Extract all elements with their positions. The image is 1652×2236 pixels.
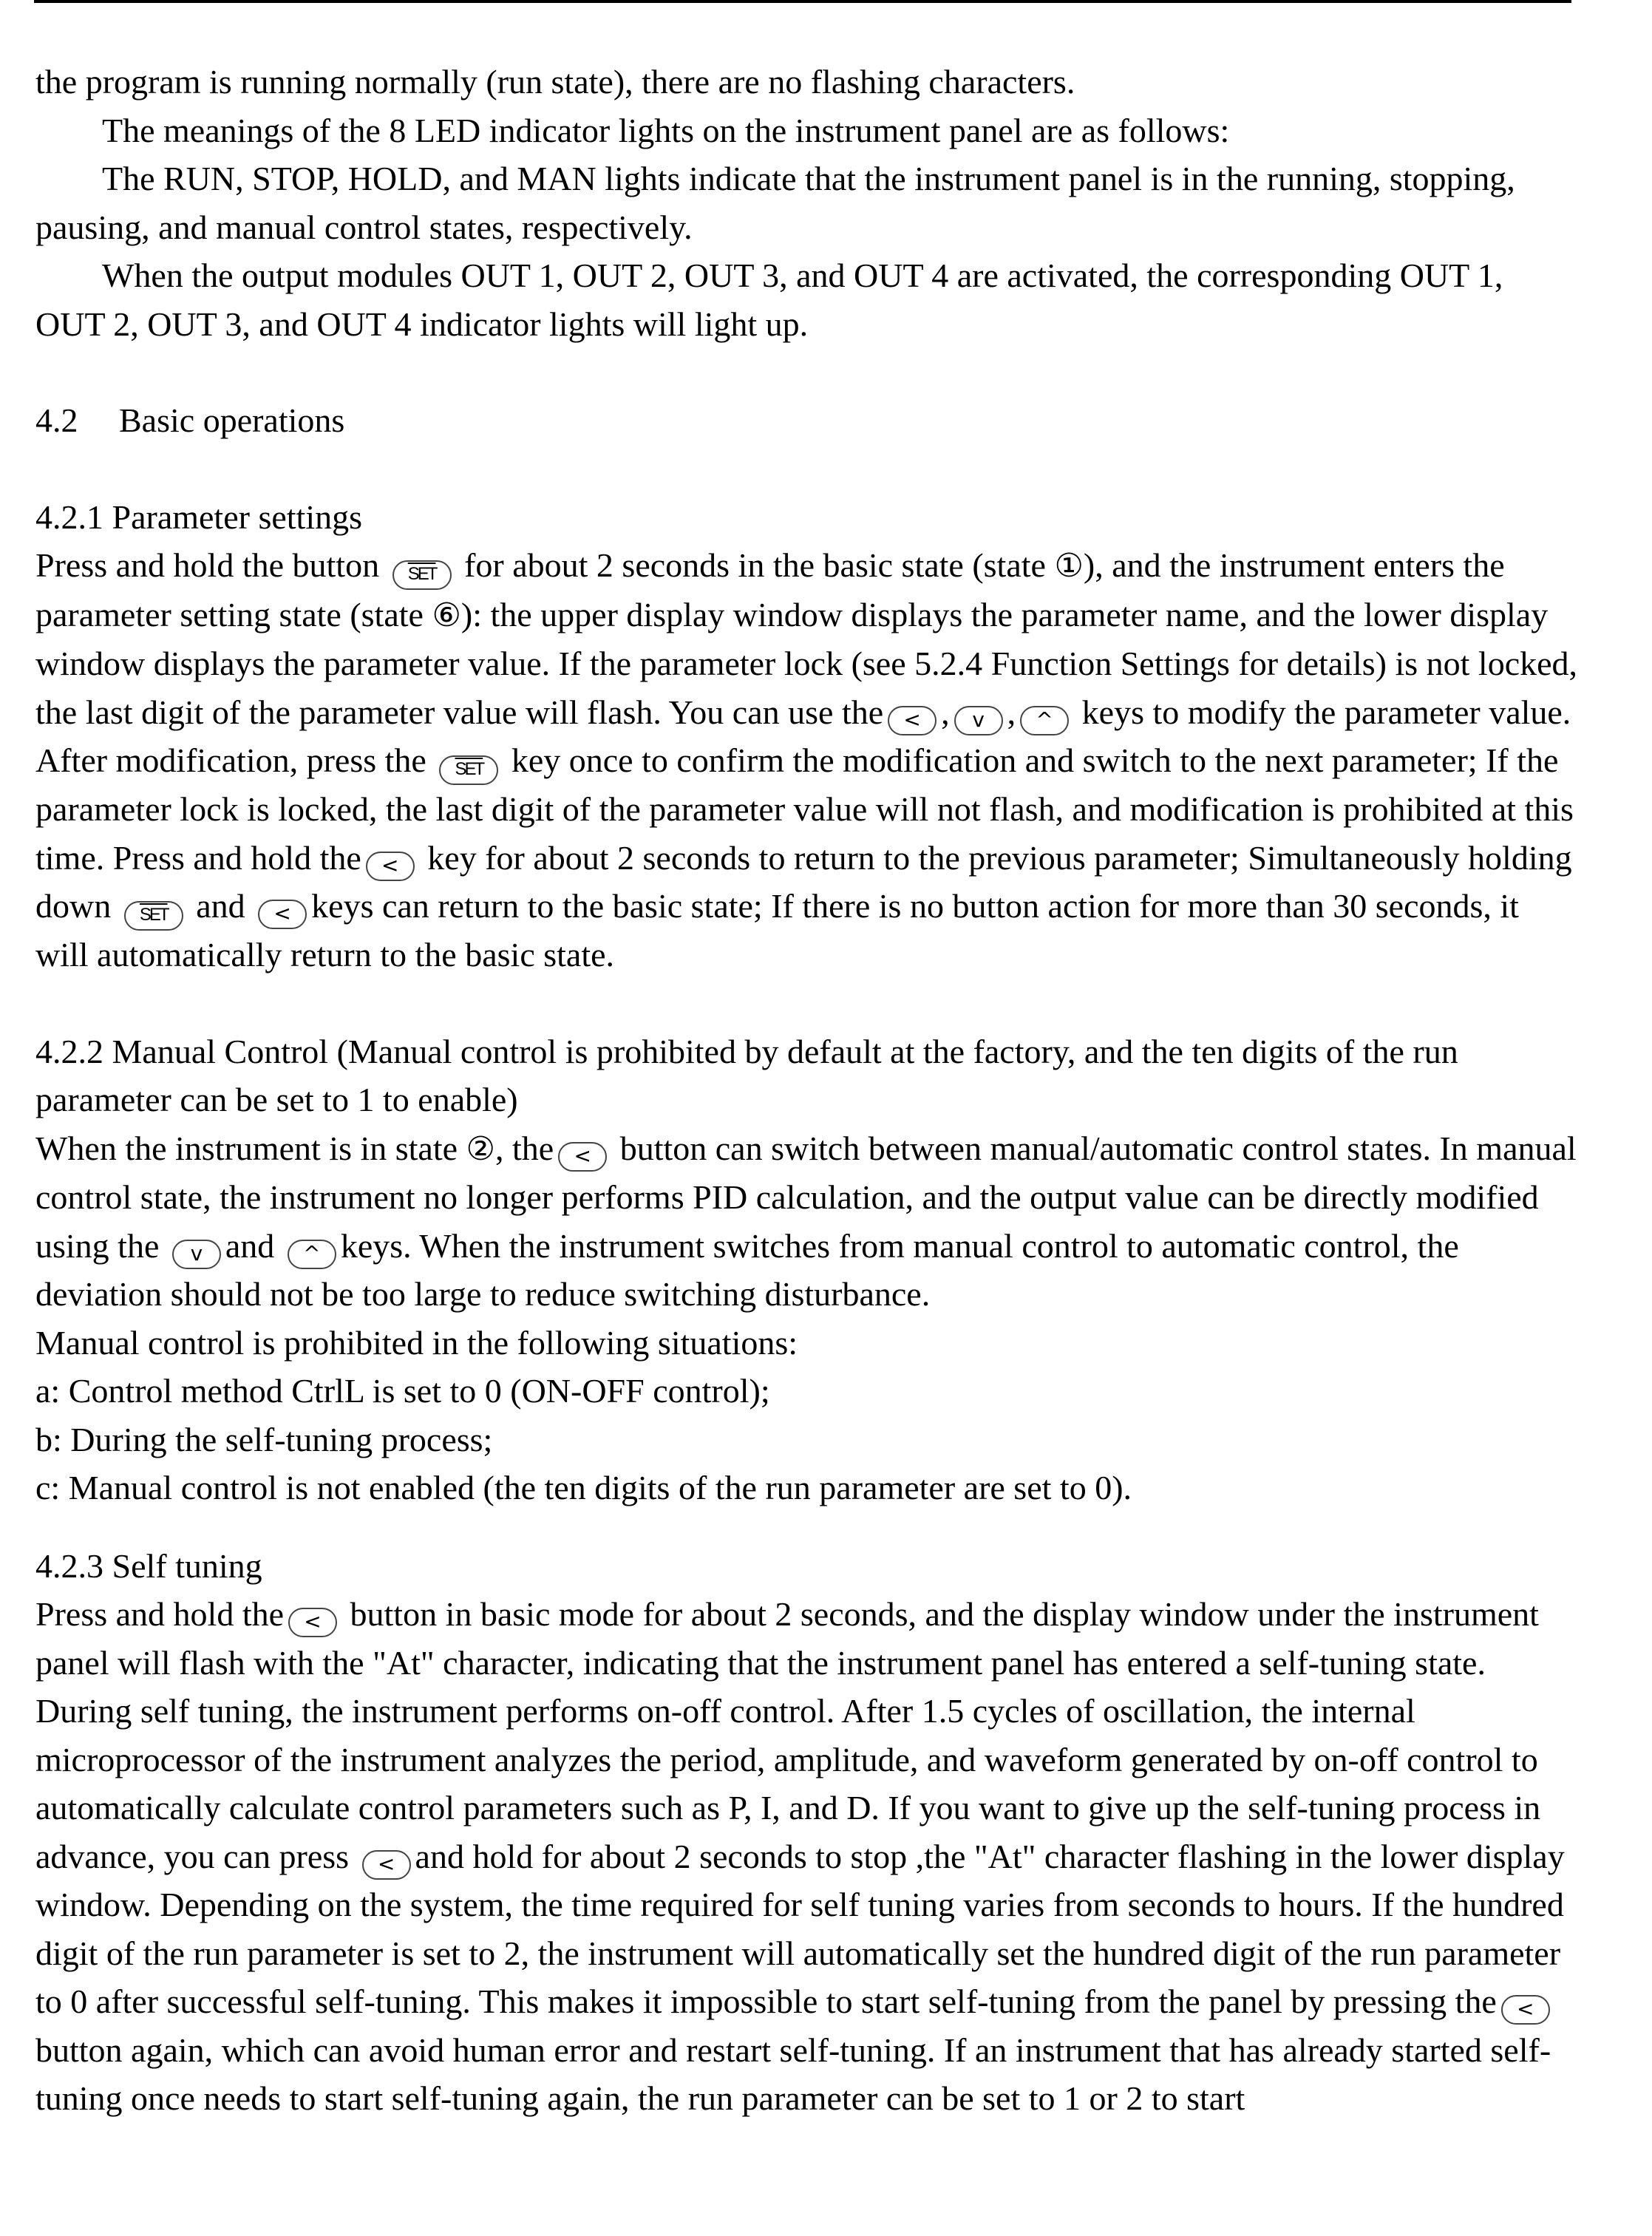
manual-control-paragraph — [35, 1124, 1580, 1319]
down-key-icon: v — [172, 1240, 221, 1269]
text-run: for about 2 seconds in the basic state (state — [455, 546, 1055, 584]
self-tuning-paragraph — [35, 1590, 1580, 2123]
document-page — [35, 58, 1580, 2123]
state-6-symbol: ⑥ — [432, 596, 461, 634]
run-stop-paragraph: The RUN, STOP, HOLD, and MAN lights indicate that the instrument panel is in the running, stopping, pausing, and manual control states, respectively. — [35, 160, 1515, 246]
text-run: and — [187, 887, 245, 925]
left-key-icon: < — [362, 1850, 411, 1880]
text-run: When the instrument is in state — [35, 1129, 466, 1167]
up-key-icon: ^ — [1020, 706, 1069, 735]
text-run: , — [1007, 693, 1016, 731]
text-run: Press and hold the — [35, 1595, 285, 1633]
text-run: , — [941, 693, 950, 731]
top-rule — [34, 0, 1571, 3]
text-run: and — [225, 1226, 275, 1265]
left-key-icon: < — [1501, 1995, 1550, 2025]
set-key-icon: $\overline{SET}$ — [392, 560, 452, 590]
text-run: ), and the instrument enters the parameter setting state (state — [35, 546, 1505, 633]
state-2-symbol: ② — [466, 1129, 495, 1168]
text-run: button again, which can avoid human error and restart self-tuning. If an instrument that has already started self-tuning once needs to start self-tuning again, the run parameter can be set to 1 or 2 to start — [35, 2031, 1551, 2117]
led-meaning-paragraph: The meanings of the 8 LED indicator lights on the instrument panel are as follows: — [102, 111, 1230, 149]
text-run: , the — [495, 1129, 554, 1167]
left-key-icon: < — [258, 900, 307, 929]
section-heading-4-2-2: 4.2.2 Manual Control (Manual control is prohibited by default at the factory, and the ten digits of the run parameter can be set to 1 to enable) — [35, 1032, 1458, 1118]
text-run: button in basic mode for about 2 seconds, and the display window under the instrument panel will flash with the "At" character, indicating that the instrument panel has entered a self-tuning state. During self tuning, the instrument performs on-off control. After 1.5 cycles of oscillation, the internal microprocessor of the instrument analyzes the period, amplitude, and waveform generated by on-off control to automatically calculate control parameters such as P, I, and D. If you want to give up the self-tuning process in advance, you can press — [35, 1595, 1541, 1875]
text-run: keys to modify the parameter value. After modification, press the — [35, 693, 1571, 779]
down-key-icon: v — [954, 706, 1003, 735]
text-run: and hold for about 2 seconds to stop ,the "At" character flashing in the lower display window. Depending on the system, the time required for self tuning varies from seconds to hours. If the hundred digit of the run parameter is set to 2, the instrument will automatically set the hundred digit of the run parameter to 0 after successful self-tuning. This makes it impossible to start self-tuning from the panel by pressing the — [35, 1837, 1565, 2020]
prohibited-item-b: b: During the self-tuning process; — [35, 1420, 493, 1458]
left-key-icon: < — [558, 1142, 607, 1172]
text-run: Press and hold the button — [35, 546, 380, 584]
text-run: ): the upper display window displays the parameter name, and the lower display window displays the parameter value. If the parameter lock (see 5.2.4 Function Settings for details) is not locked, the last digit of the parameter value will flash. You can use the — [35, 595, 1578, 731]
manual-prohibited-intro: Manual control is prohibited in the following situations: — [35, 1323, 798, 1362]
parameter-settings-paragraph — [35, 541, 1580, 979]
left-key-icon: < — [366, 852, 415, 881]
left-key-icon: < — [288, 1608, 337, 1637]
text-run: key once to confirm the modification and switch to the next parameter; If the parameter lock is locked, the last digit of the parameter value will not flash, and modification is prohibited at this time. Press and hold the — [35, 741, 1574, 877]
prohibited-item-c: c: Manual control is not enabled (the ten digits of the run parameter are set to 0). — [35, 1469, 1132, 1506]
text-run: button can switch between manual/automatic control states. In manual control state, the instrument no longer performs PID calculation, and the output value can be directly modified using the — [35, 1129, 1577, 1265]
prohibited-item-a: a: Control method CtrlL is set to 0 (ON-OFF control); — [35, 1372, 770, 1410]
intro-paragraph: the program is running normally (run state), there are no flashing characters. — [35, 63, 1075, 101]
up-key-icon: ^ — [288, 1240, 336, 1269]
section-heading-4-2-3: 4.2.3 Self tuning — [35, 1546, 262, 1585]
out-indicator-paragraph: When the output modules OUT 1, OUT 2, OUT 3, and OUT 4 are activated, the corresponding OUT 1, OUT 2, OUT 3, and OUT 4 indicator lights will light up. — [35, 256, 1503, 343]
section-heading-4-2-1: 4.2.1 Parameter settings — [35, 497, 363, 536]
section-title: Basic operations — [119, 401, 345, 439]
left-key-icon: < — [888, 706, 937, 735]
text-run: keys. When the instrument switches from manual control to automatic control, the deviation should not be too large to reduce switching disturbance. — [35, 1226, 1459, 1313]
set-key-icon: $\overline{SET}$ — [439, 755, 498, 785]
section-number: 4.2 — [35, 401, 78, 439]
text-run: keys can return to the basic state; If there is no button action for more than 30 seconds, it will automatically return to the basic state. — [35, 887, 1519, 973]
text-run: key for about 2 seconds to return to the previous parameter; Simultaneously holding down — [35, 838, 1572, 925]
state-1-symbol: ① — [1054, 547, 1084, 585]
section-heading-4-2 — [35, 396, 1580, 445]
set-key-icon: $\overline{SET}$ — [124, 901, 183, 931]
